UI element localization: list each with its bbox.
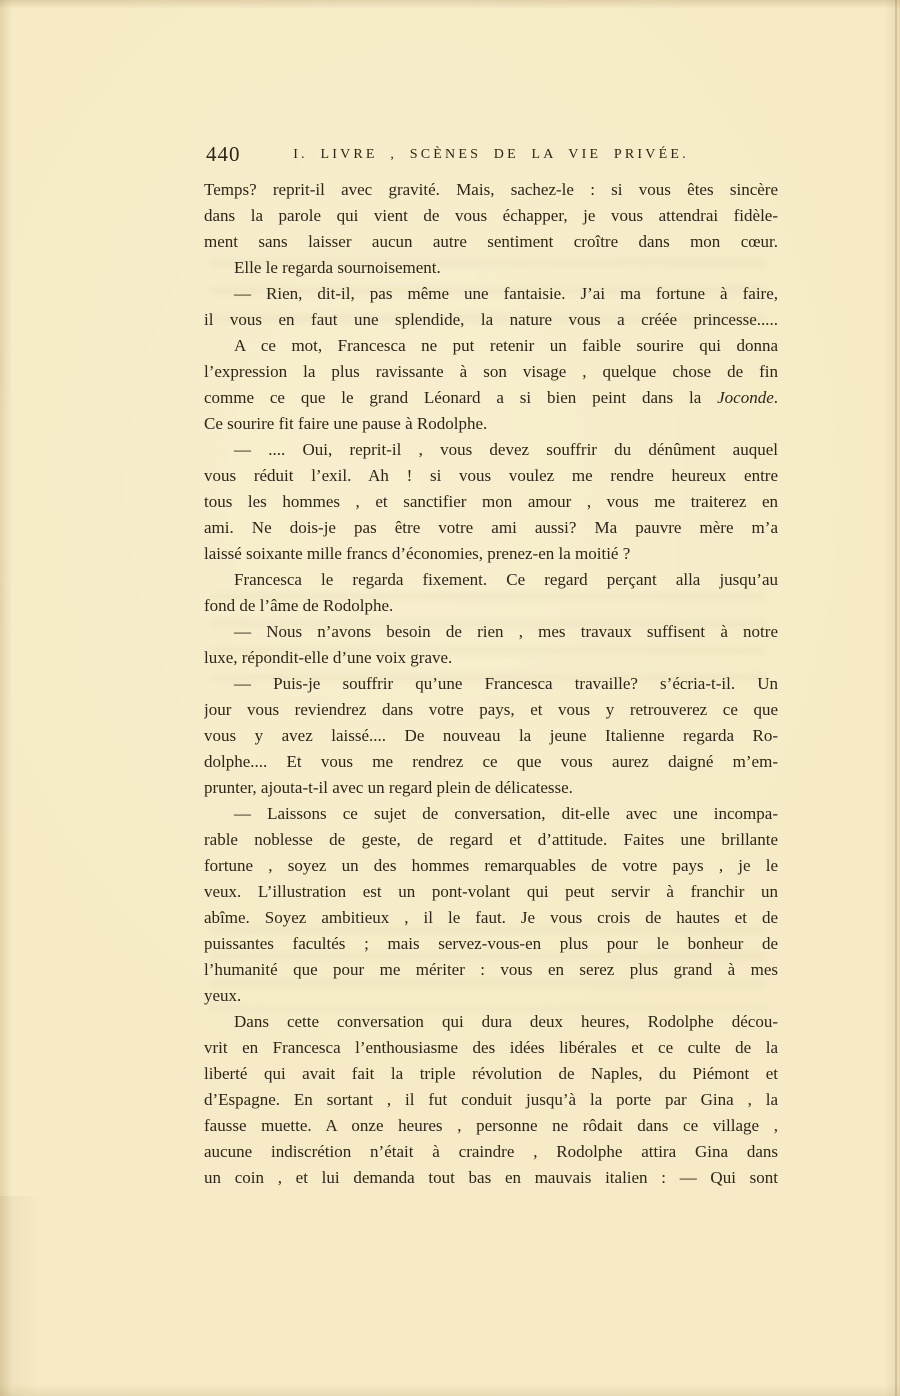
text-line: il vous en faut une splendide, la nature vous a créée princesse..... [204, 310, 778, 329]
text-line: vous réduit l’exil. Ah ! si vous voulez me rendre heureux entre [204, 466, 778, 485]
text-line: puissantes facultés ; mais servez-vous-en plus pour le bonheur de [204, 934, 778, 953]
text-line: d’Espagne. En sortant , il fut conduit jusqu’à la porte par Gina , la [204, 1090, 778, 1109]
text-line: vous y avez laissé.... De nouveau la jeune Italienne regarda Ro- [204, 726, 778, 745]
text-line: — Puis-je souffrir qu’une Francesca travaille? s’écria-t-il. Un [234, 674, 778, 693]
running-title: I. LIVRE , SCÈNES DE LA VIE PRIVÉE. [293, 147, 689, 162]
text-line: — Rien, dit-il, pas même une fantaisie. J’ai ma fortune à faire, [234, 284, 778, 303]
text-line: Temps? reprit-il avec gravité. Mais, sachez-le : si vous êtes sincère [204, 180, 778, 199]
text-line: Dans cette conversation qui dura deux heures, Rodolphe décou- [234, 1012, 778, 1031]
text-line: aucune indiscrétion n’était à craindre , Rodolphe attira Gina dans [204, 1142, 778, 1161]
paper-edge-shadow [895, 0, 897, 1396]
text-line: abîme. Soyez ambitieux , il le faut. Je vous crois de hautes et de [204, 908, 778, 927]
text-line: luxe, répondit-elle d’une voix grave. [204, 648, 453, 667]
text-line: vrit en Francesca l’enthousiasme des idées libérales et ce culte de la [204, 1038, 778, 1057]
text-line: A ce mot, Francesca ne put retenir un faible sourire qui donna [234, 336, 778, 355]
text-line: rable noblesse de geste, de regard et d’attitude. Faites une brillante [204, 830, 778, 849]
text-line: l’humanité que pour me mériter : vous en serez plus grand à mes [204, 960, 778, 979]
page-number: 440 [206, 142, 241, 166]
text-line: dans la parole qui vient de vous échapper, je vous attendrai fidèle- [204, 206, 778, 225]
text-line: — .... Oui, reprit-il , vous devez souffrir du dénûment auquel [234, 440, 778, 459]
text-block [204, 177, 778, 1191]
text-line: fortune , soyez un des hommes remarquables de votre pays , je le [204, 856, 778, 875]
paper-edge-shadow [0, 1196, 40, 1396]
text-line: Elle le regarda sournoisement. [234, 258, 441, 277]
text-line: fausse muette. A onze heures , personne ne rôdait dans ce village , [204, 1116, 778, 1135]
text-line: Ce sourire fit faire une pause à Rodolphe. [204, 414, 488, 433]
text-line: liberté qui avait fait la triple révolution de Naples, du Piémont et [204, 1064, 778, 1083]
text-line: — Nous n’avons besoin de rien , mes travaux suffisent à notre [234, 622, 778, 641]
text-line: l’expression la plus ravissante à son visage , quelque chose de fin [204, 362, 778, 381]
text-line: laissé soixante mille francs d’économies, prenez-en la moitié ? [204, 544, 631, 563]
text-line: dolphe.... Et vous me rendrez ce que vous aurez daigné m’em- [204, 752, 778, 771]
text-line: Francesca le regarda fixement. Ce regard perçant alla jusqu’au [234, 570, 778, 589]
text-line: tous les hommes , et sanctifier mon amour , vous me traiterez en [204, 492, 778, 511]
text-line: ami. Ne dois-je pas être votre ami aussi? Ma pauvre mère m’a [204, 518, 778, 537]
text-line: un coin , et lui demanda tout bas en mauvais italien : — Qui sont [204, 1168, 778, 1187]
text-line: — Laissons ce sujet de conversation, dit-elle avec une incompa- [234, 804, 778, 823]
text-line: ment sans laisser aucun autre sentiment croître dans mon cœur. [204, 232, 778, 251]
text-line: comme ce que le grand Léonard a si bien peint dans la Joconde. [204, 388, 778, 407]
text-line: fond de l’âme de Rodolphe. [204, 596, 394, 615]
page-header [204, 144, 778, 174]
text-line: prunter, ajouta-t-il avec un regard plein de délicatesse. [204, 778, 573, 797]
text-line: yeux. [204, 986, 242, 1005]
text-line: jour vous reviendrez dans votre pays, et vous y retrouverez ce que [204, 700, 778, 719]
text-line: veux. L’illustration est un pont-volant qui peut servir à franchir un [204, 882, 778, 901]
